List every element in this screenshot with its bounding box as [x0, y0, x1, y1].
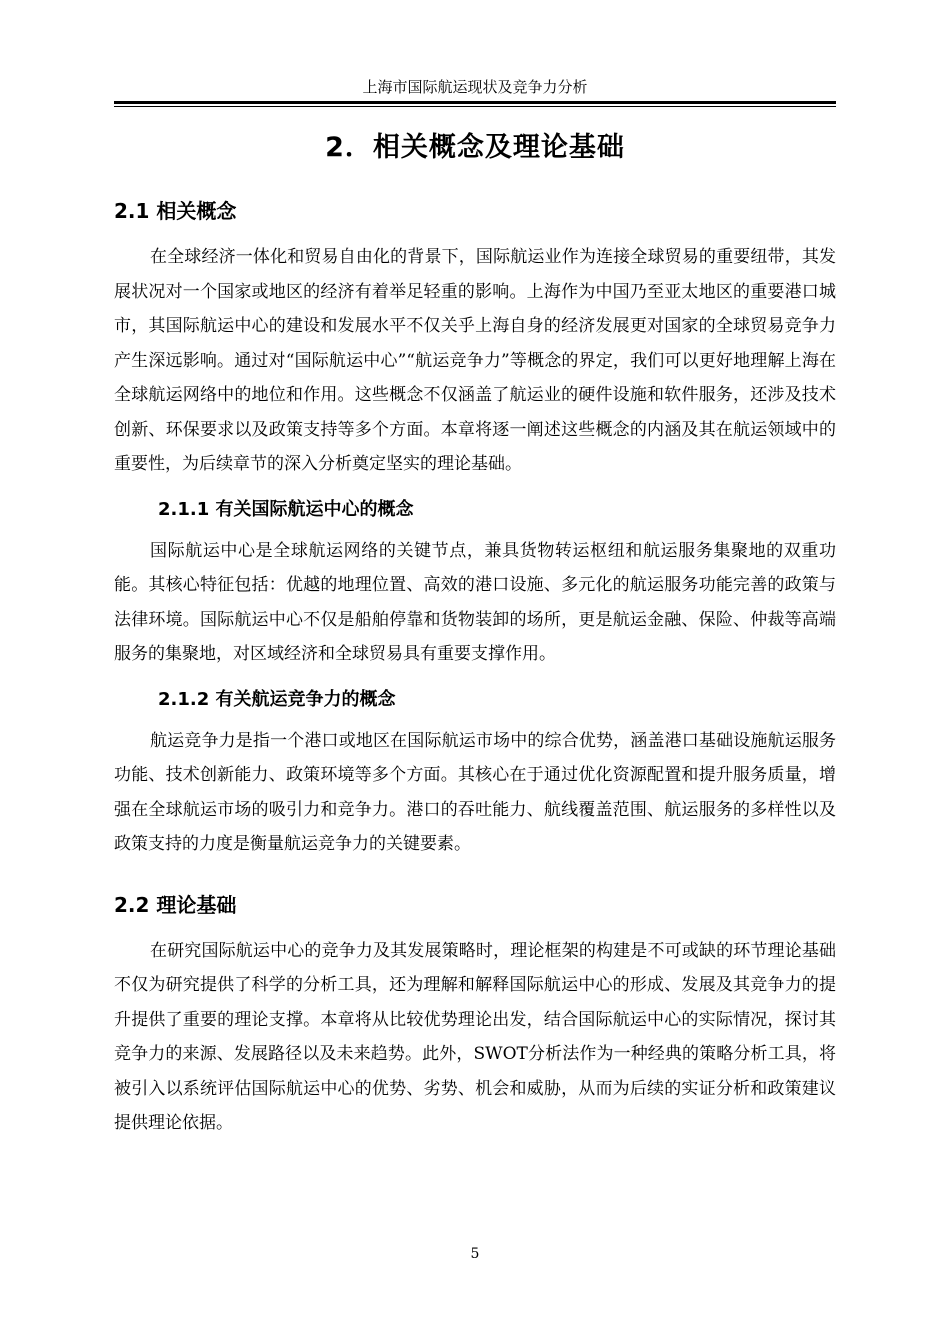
subsection-2-1-2-paragraph: 航运竞争力是指一个港口或地区在国际航运市场中的综合优势，涵盖港口基础设施航运服务功能、技术创新能力、政策环境等多个方面。其核心在于通过优化资源配置和提升服务质量，增强在全球航运市场的吸引力和竞争力。港口的吞吐能力、航线覆盖范围、航运服务的多样性以及政策支持的力度是衡量航运竞争力的关键要素。 [114, 730, 836, 854]
subsection-heading-2-1-2: 2.1.2 有关航运竞争力的概念 [158, 688, 396, 710]
header-rule-thick [114, 101, 836, 104]
header-rule-thin [114, 106, 836, 107]
subsection-heading-2-1-1: 2.1.1 有关国际航运中心的概念 [158, 498, 414, 520]
subsection-2-1-1-paragraph: 国际航运中心是全球航运网络的关键节点，兼具货物转运枢纽和航运服务集聚地的双重功能。其核心特征包括：优越的地理位置、高效的港口设施、多元化的航运服务功能完善的政策与法律环境。国际航运中心不仅是船舶停靠和货物装卸的场所，更是航运金融、保险、仲裁等高端服务的集聚地，对区域经济和全球贸易具有重要支撑作用。 [114, 540, 836, 664]
chapter-title: 2．相关概念及理论基础 [325, 132, 625, 163]
section-heading-2-1: 2.1 相关概念 [114, 199, 237, 223]
running-header: 上海市国际航运现状及竞争力分析 [362, 78, 588, 96]
section-2-2-paragraph: 在研究国际航运中心的竞争力及其发展策略时，理论框架的构建是不可或缺的环节理论基础不仅为研究提供了科学的分析工具，还为理解和解释国际航运中心的形成、发展及其竞争力的提升提供了重要的理论支撑。本章将从比较优势理论出发，结合国际航运中心的实际情况，探讨其竞争力的来源、发展路径以及未来趋势。此外，SWOT分析法作为一种经典的策略分析工具，将被引入以系统评估国际航运中心的优势、劣势、机会和威胁，从而为后续的实证分析和政策建议提供理论依据。 [114, 940, 836, 1133]
section-heading-2-2: 2.2 理论基础 [114, 892, 237, 917]
section-2-1-paragraph: 在全球经济一体化和贸易自由化的背景下，国际航运业作为连接全球贸易的重要纽带，其发展状况对一个国家或地区的经济有着举足轻重的影响。上海作为中国乃至亚太地区的重要港口城市，其国际航运中心的建设和发展水平不仅关乎上海自身的经济发展更对国家的全球贸易竞争力产生深远影响。通过对“国际航运中心”“航运竞争力”等概念的界定，我们可以更好地理解上海在全球航运网络中的地位和作用。这些概念不仅涵盖了航运业的硬件设施和软件服务，还涉及技术创新、环保要求以及政策支持等多个方面。本章将逐一阐述这些概念的内涵及其在航运领域中的重要性，为后续章节的深入分析奠定坚实的理论基础。 [114, 247, 836, 474]
page-content [114, 118, 836, 1141]
page-number: 5 [470, 1246, 480, 1262]
